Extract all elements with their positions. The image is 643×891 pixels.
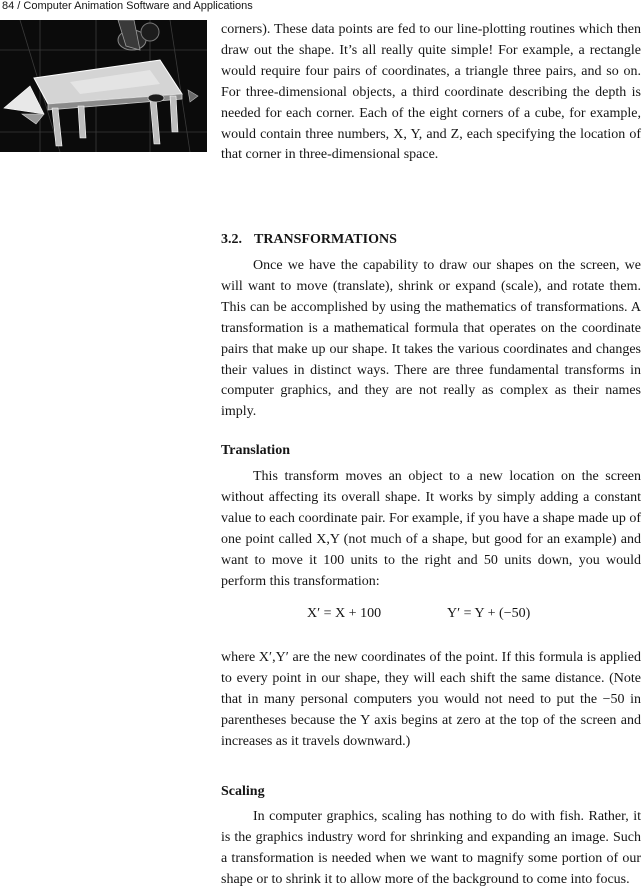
section-number: 3.2. bbox=[221, 232, 242, 247]
scaling-heading: Scaling bbox=[221, 784, 265, 799]
translation-heading: Translation bbox=[221, 443, 290, 458]
transformations-paragraph: Once we have the capability to draw our shapes on the screen, we will want to move (translate), shrink or expand (scale), and rotate them. This can be accomplished by using the mathematics of transformations. A transformation is a mathematical formula that operates on the coordinate pairs that make up our shape. It takes the various coordinates and changes their values in distinct ways. There are three fundamental transforms in computer graphics, and they are not really as complex as their names imply. bbox=[221, 258, 641, 420]
wireframe-table-render-image bbox=[0, 20, 207, 152]
section-heading bbox=[221, 232, 397, 248]
scaling-paragraph: In computer graphics, scaling has nothing to do with fish. Rather, it is the graphics industry word for shrinking and expanding an image. Such a transformation is needed when we want to magnify some portion of our shape or to shrink it to allow more of the background to come into focus. bbox=[221, 809, 641, 887]
translation-after-text-block bbox=[221, 648, 641, 753]
transformations-text-block bbox=[221, 256, 641, 423]
scaling-text-block bbox=[221, 807, 641, 891]
formula-y: Y′ = Y + (−50) bbox=[447, 606, 531, 621]
formula-x: X′ = X + 100 bbox=[307, 606, 382, 621]
translation-text-block bbox=[221, 467, 641, 592]
intro-text-block bbox=[221, 20, 641, 166]
section-title: TRANSFORMATIONS bbox=[254, 232, 397, 247]
running-head: 84 / Computer Animation Software and Applications bbox=[2, 0, 253, 12]
translation-after-paragraph: where X′,Y′ are the new coordinates of the point. If this formula is applied to every point in our shape, they will each shift the same distance. (Note that in many personal computers you would not need to put the −50 in parentheses because the Y axis begins at zero at the top of the screen and increases as it travels downward.) bbox=[221, 650, 641, 749]
translation-paragraph: This transform moves an object to a new location on the screen without affecting its overall shape. It works by simply adding a constant value to each coordinate pair. For example, if you have a shape made up of one point called X,Y (not much of a shape, but good for an example) and want to move it 100 units to the right and 50 units down, you would perform this transformation: bbox=[221, 469, 641, 589]
intro-paragraph: corners). These data points are fed to our line-plotting routines which then draw out the shape. It’s all really quite simple! For example, a rectangle would require four pairs of coordinates, a triangle three pairs, and so on. For three-dimensional objects, a third coordinate describing the depth is needed for each corner. Each of the eight corners of a cube, for example, would contain three numbers, X, Y, and Z, each specifying the location of that corner in three-dimensional space. bbox=[221, 22, 641, 163]
